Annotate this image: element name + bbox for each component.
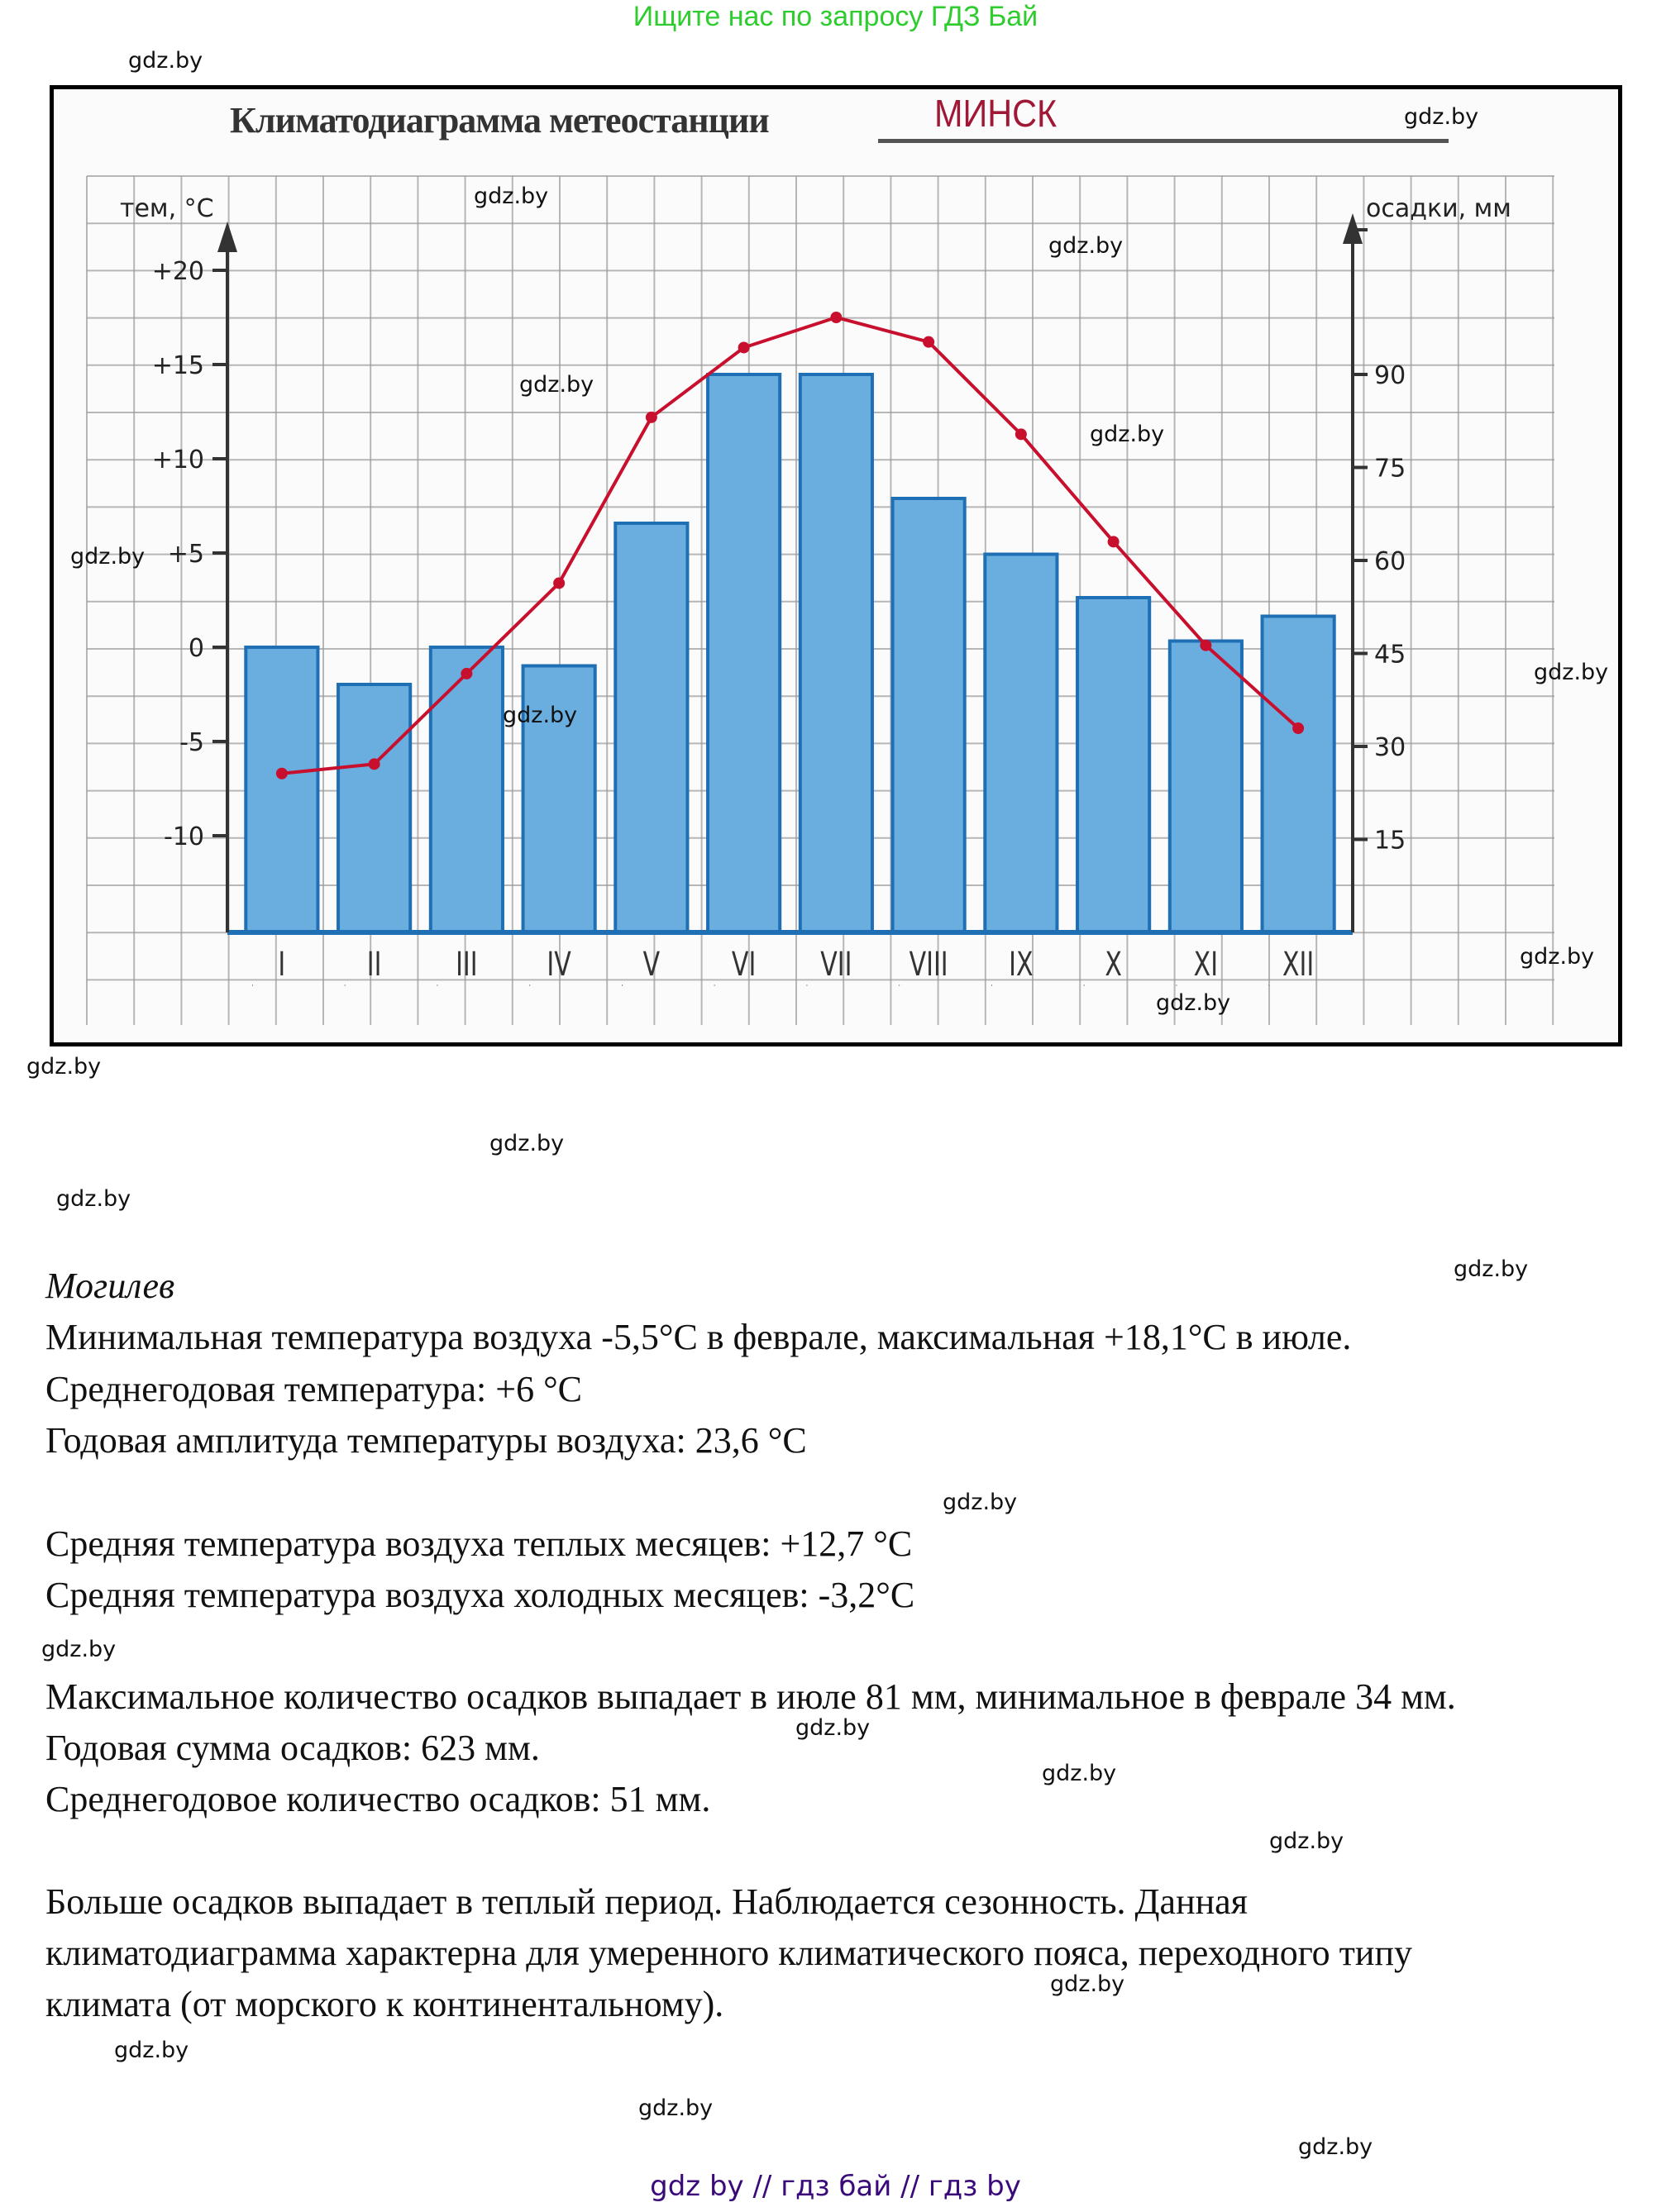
svg-text:осадки, мм: осадки, мм	[1366, 194, 1511, 223]
watermark: gdz.by	[474, 184, 549, 209]
chart-title: Климатодиаграмма метеостанции	[230, 100, 769, 141]
svg-text:+15: +15	[151, 351, 204, 380]
watermark: gdz.by	[1156, 990, 1231, 1016]
watermark: gdz.by	[1298, 2134, 1373, 2160]
station-underline	[878, 139, 1449, 143]
watermark: gdz.by	[70, 544, 146, 570]
watermark: gdz.by	[1050, 1971, 1125, 1997]
watermark: gdz.by	[489, 1131, 565, 1156]
watermark: gdz.by	[1534, 660, 1609, 685]
svg-text:XI: XI	[1193, 945, 1219, 984]
watermark: gdz.by	[128, 48, 203, 74]
svg-text:+10: +10	[151, 446, 204, 474]
svg-text:+20: +20	[151, 257, 204, 286]
answer-line: Годовая амплитуда температуры воздуха: 23,6 °С	[45, 1420, 807, 1461]
svg-text:V: V	[642, 945, 661, 984]
answer-line: Больше осадков выпадает в теплый период. Наблюдается сезонность. Данная	[45, 1881, 1248, 1922]
svg-text:III: III	[456, 945, 478, 984]
watermark: gdz.by	[26, 1054, 102, 1080]
answer-line: климатодиаграмма характерна для умеренного климатического пояса, переходного типу	[45, 1933, 1413, 1973]
chart-station-name: МИНСК	[934, 92, 1058, 135]
svg-text:30: 30	[1374, 733, 1406, 762]
watermark: gdz.by	[638, 2095, 714, 2121]
watermark: gdz.by	[1404, 104, 1479, 130]
answer-city: Могилев	[45, 1266, 175, 1306]
climate-chart	[0, 0, 1671, 1050]
svg-text:+5: +5	[167, 540, 204, 569]
svg-text:0: 0	[188, 634, 204, 663]
watermark: gdz.by	[1042, 1761, 1117, 1786]
watermark: gdz.by	[1269, 1828, 1344, 1854]
footer-links[interactable]: gdz by // гдз бай // гдз by	[650, 2170, 1021, 2203]
svg-text:VII: VII	[820, 945, 852, 984]
svg-text:VI: VI	[731, 945, 757, 984]
answer-line: Средняя температура воздуха теплых месяцев: +12,7 °С	[45, 1523, 913, 1564]
watermark: gdz.by	[943, 1490, 1018, 1515]
svg-text:75: 75	[1374, 454, 1406, 484]
search-banner[interactable]: Ищите нас по запросу ГДЗ Бай	[633, 1, 1038, 32]
watermark: gdz.by	[1048, 233, 1124, 259]
svg-text:IV: IV	[547, 945, 571, 984]
svg-text:60: 60	[1374, 547, 1406, 576]
svg-text:I: I	[278, 945, 286, 984]
svg-text:IX: IX	[1009, 945, 1034, 984]
watermark: gdz.by	[41, 1637, 117, 1662]
watermark: gdz.by	[56, 1186, 131, 1212]
watermark: gdz.by	[519, 372, 594, 398]
answer-line: Среднегодовая температура: +6 °С	[45, 1369, 583, 1409]
answer-line: Максимальное количество осадков выпадает в июле 81 мм, минимальное в феврале 34 мм.	[45, 1676, 1456, 1717]
svg-text:-10: -10	[164, 822, 204, 851]
watermark: gdz.by	[1454, 1256, 1529, 1282]
answer-line: Средняя температура воздуха холодных месяцев: -3,2°С	[45, 1575, 915, 1615]
svg-text:XII: XII	[1282, 945, 1315, 984]
answer-line: Годовая сумма осадков: 623 мм.	[45, 1728, 540, 1768]
svg-text:VIII: VIII	[909, 945, 948, 984]
answer-line: Минимальная температура воздуха -5,5°С в феврале, максимальная +18,1°С в июле.	[45, 1317, 1352, 1357]
svg-text:15: 15	[1374, 826, 1406, 856]
svg-text:45: 45	[1374, 640, 1406, 670]
precipitation-bars	[227, 374, 1353, 932]
watermark: gdz.by	[503, 703, 578, 728]
svg-text:90: 90	[1374, 361, 1406, 390]
svg-text:-5: -5	[179, 728, 204, 757]
answer-line: Среднегодовое количество осадков: 51 мм.	[45, 1779, 711, 1819]
watermark: gdz.by	[114, 2038, 189, 2063]
svg-text:тем, °C: тем, °C	[120, 194, 214, 223]
watermark: gdz.by	[1520, 944, 1595, 970]
svg-text:X: X	[1105, 945, 1122, 984]
watermark: gdz.by	[795, 1715, 871, 1741]
watermark: gdz.by	[1090, 422, 1165, 447]
answer-line: климата (от морского к континентальному).	[45, 1984, 724, 2024]
svg-text:II: II	[366, 945, 382, 984]
